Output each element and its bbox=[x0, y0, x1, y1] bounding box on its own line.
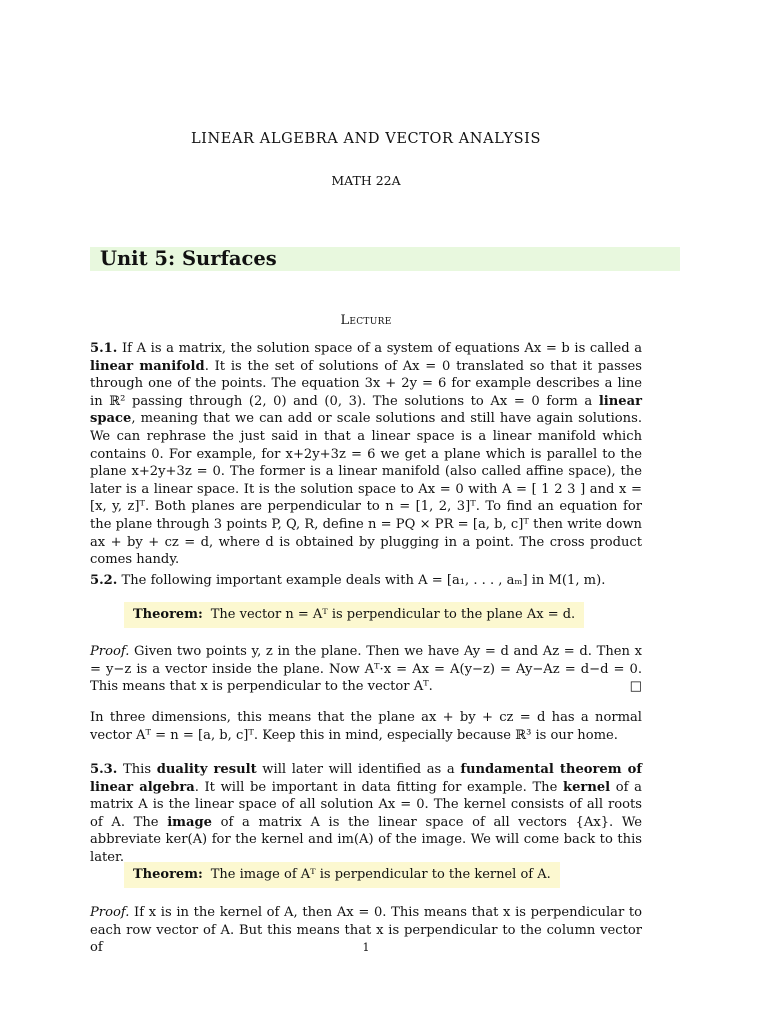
proof-label: Proof. bbox=[90, 905, 130, 920]
theorem-text: The vector n = Aᵀ is perpendicular to the plane Ax = d. bbox=[210, 607, 576, 622]
term-kernel: kernel bbox=[563, 779, 611, 795]
paragraph-number: 5.1. bbox=[90, 341, 118, 356]
paragraph-5-1: 5.1. If A is a matrix, the solution space of a system of equations Ax = b is called a linear manifold. It is the set of solutions of Ax = 0 translated so that it passes through one of the points. The equation 3x + 2y = 6 for example describes a line in ℝ² passing through (2, 0) and (0, 3). The solutions to Ax = 0 form a linear space, meaning that we can add or scale solutions and still have again solutions. We can rephrase the just said in that a linear space is a linear manifold which contains 0. For example, for x+2y+3z = 6 we get a plane which is parallel to the plane x+2y+3z = 0. The former is a linear manifold (also called affine space), the later is a linear space. It is the solution space to Ax = 0 with A = [ 1 2 3 ] and x = [x, y, z]ᵀ. Both planes are perpendicular to n = [1, 2, 3]ᵀ. To find an equation for the plane through 3 points P, Q, R, define n = PQ × PR = [a, b, c]ᵀ then write down ax + by + cz = d, where d is obtained by plugging in a point. The cross product comes handy. bbox=[90, 341, 642, 568]
proof-2: Proof. If x is in the kernel of A, then Ax = 0. This means that x is perpendicular to each row vector of A. But this means that x is perpendicular to the column vector of bbox=[90, 905, 642, 956]
paragraph-three-dimensions: In three dimensions, this means that the plane ax + by + cz = d has a normal vector Aᵀ = n = [a, b, c]ᵀ. Keep this in mind, especially because ℝ³ is our home. bbox=[90, 710, 642, 743]
term-duality-result: duality result bbox=[156, 762, 257, 777]
term-fundamental-theorem: fundamental theorem of linear algebra bbox=[90, 762, 643, 795]
theorem-box-1 bbox=[124, 602, 584, 628]
theorem-box-2 bbox=[124, 862, 560, 888]
paragraph-number: 5.3. bbox=[90, 762, 118, 777]
theorem-label: Theorem: bbox=[133, 867, 203, 882]
unit-heading: Unit 5: Surfaces bbox=[90, 247, 680, 271]
theorem-text: The image of Aᵀ is perpendicular to the kernel of A. bbox=[210, 867, 551, 882]
document-title: LINEAR ALGEBRA AND VECTOR ANALYSIS bbox=[190, 131, 542, 147]
paragraph-5-3: 5.3. This duality result will later will identified as a fundamental theorem of linear algebra. It will be important in data fitting for example. The kernel of a matrix A is the linear space of all solution Ax = 0. The kernel consists of all roots of A. The image of a matrix A is the linear space of all vectors {Ax}. We abbreviate ker(A) for the kernel and im(A) of the image. We will come back to this later. bbox=[90, 762, 643, 865]
proof-1: Proof. Given two points y, z in the plane. Then we have Ay = d and Az = d. Then x = y−z is a vector inside the plane. Now Aᵀ·x = Ax = A(y−z) = Ay−Az = d−d = 0. This means that x is perpendicular to the vector Aᵀ. □ bbox=[90, 644, 642, 695]
paragraph-5-2: 5.2. The following important example deals with A = [a₁, . . . , aₘ] in M(1, m). bbox=[90, 573, 606, 588]
qed-symbol: □ bbox=[629, 679, 642, 695]
theorem-label: Theorem: bbox=[133, 607, 203, 622]
term-linear-manifold: linear manifold bbox=[90, 358, 205, 374]
term-image: image bbox=[167, 814, 213, 830]
course-code: MATH 22A bbox=[331, 173, 401, 188]
section-label: Lecture bbox=[340, 313, 392, 328]
page-number: 1 bbox=[362, 941, 370, 954]
proof-label: Proof. bbox=[90, 644, 130, 659]
paragraph-number: 5.2. bbox=[90, 573, 118, 588]
term-linear-space: linear space bbox=[90, 393, 642, 427]
